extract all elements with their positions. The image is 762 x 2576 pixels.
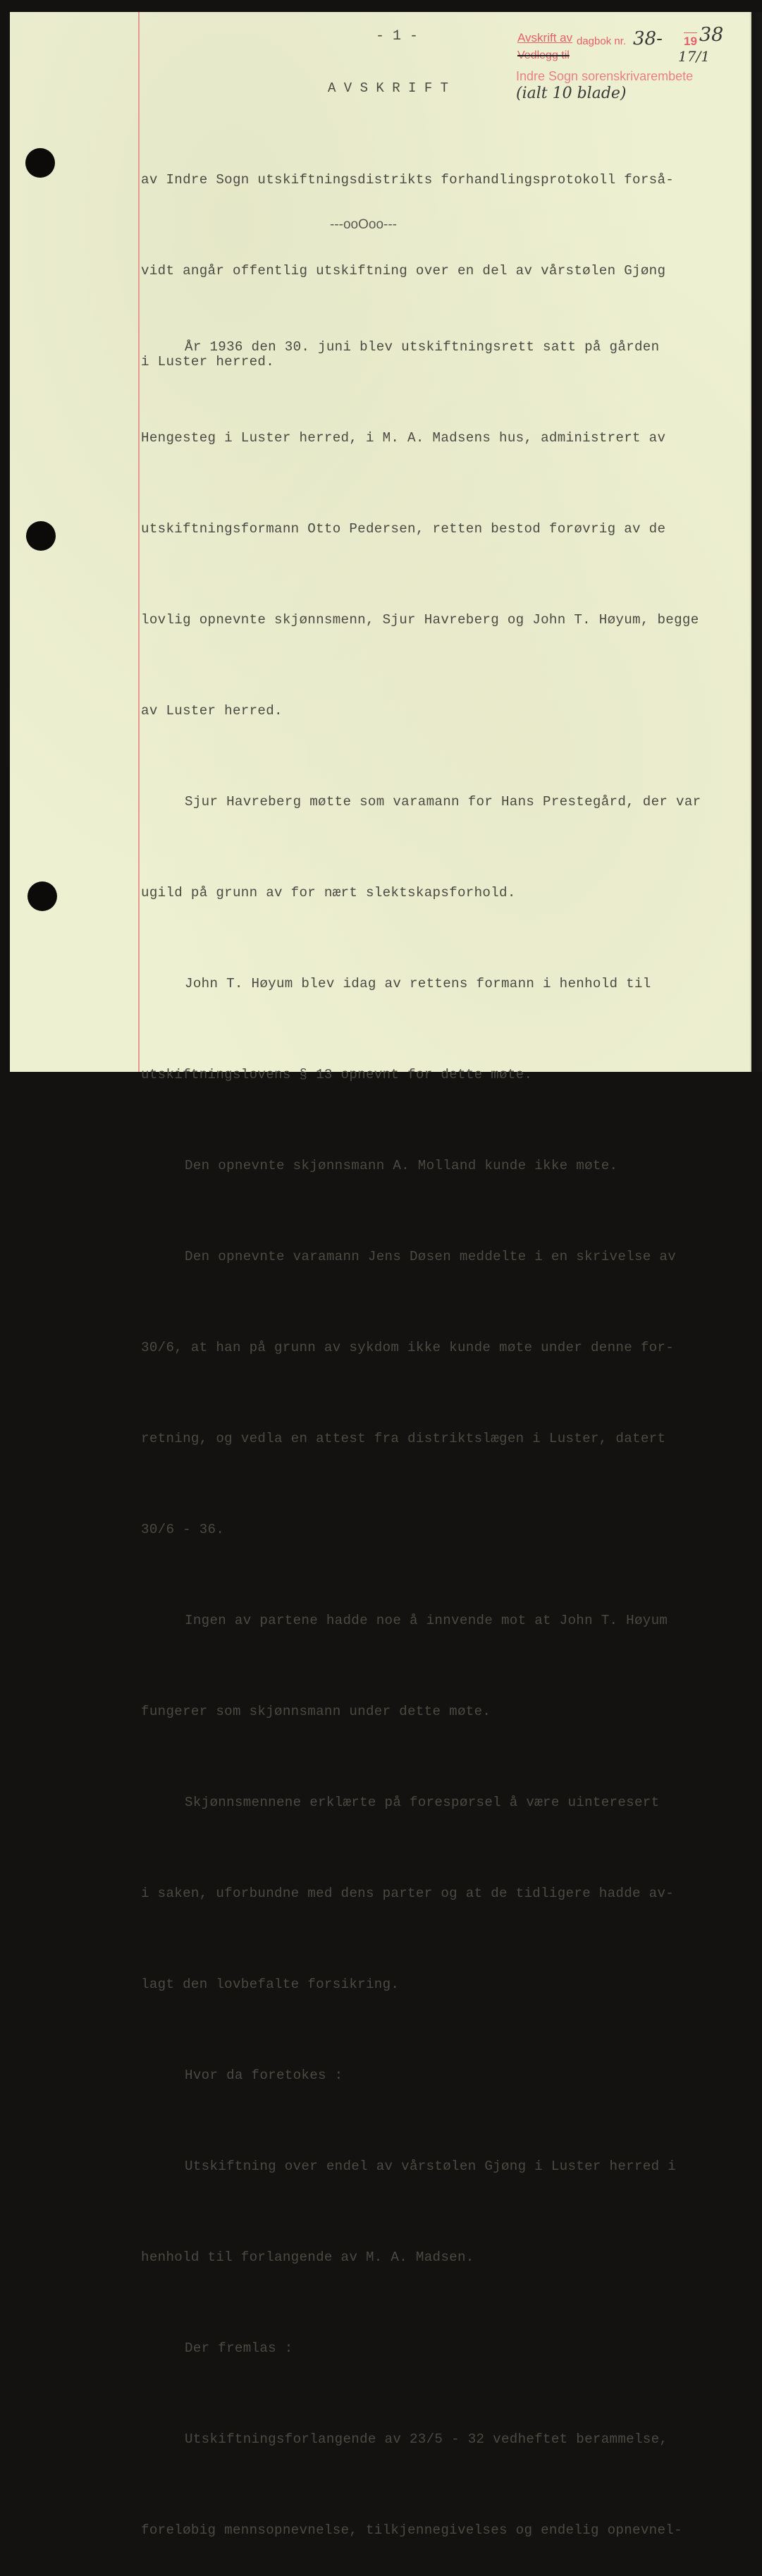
- handwritten-case-number: 38-: [633, 28, 663, 49]
- handwritten-year-suffix: 38: [699, 24, 724, 46]
- text-line: Skjønnsmennene erklærte på forespørsel å være uinteresert: [185, 1795, 660, 1810]
- text-line: John T. Høyum blev idag av rettens formann i henhold til: [185, 976, 651, 991]
- handwritten-sheet-count: (ialt 10 blade): [516, 85, 627, 102]
- text-line: av Indre Sogn utskiftningsdistrikts forhandlingsprotokoll forså-: [141, 172, 675, 188]
- text-line: Hvor da foretokes :: [185, 2068, 343, 2083]
- stamp-vedlegg-til-struck: Vedlegg til: [517, 49, 570, 61]
- text-line: fungerer som skjønnsmann under dette møte.: [141, 1704, 491, 1719]
- text-line: År 1936 den 30. juni blev utskiftningsrett satt på gården: [185, 339, 660, 355]
- text-line: utskiftningsformann Otto Pedersen, retten bestod forøvrig av de: [141, 521, 666, 537]
- punch-hole-icon: [25, 148, 55, 178]
- text-line: i Luster herred.: [141, 354, 275, 370]
- punch-hole-icon: [27, 881, 57, 911]
- text-line: ugild på grunn av for nært slektskapsforhold.: [141, 885, 516, 901]
- text-line: Sjur Havreberg møtte som varamann for Hans Prestegård, der var: [185, 794, 701, 810]
- stamp-office: Indre Sogn sorenskrivarembete: [516, 69, 694, 83]
- text-line: retning, og vedla en attest fra distriktslægen i Luster, datert: [141, 1431, 666, 1446]
- text-line: 30/6, at han på grunn av sykdom ikke kunde møte under denne for-: [141, 1340, 675, 1355]
- stamp-avskrift-av: Avskrift av: [517, 31, 573, 44]
- separator: ---ooOoo---: [330, 217, 398, 232]
- text-line: Ingen av partene hadde noe å innvende mot at John T. Høyum: [185, 1613, 668, 1628]
- handwritten-date: 17/1: [678, 48, 710, 65]
- text-line: lagt den lovbefalte forsikring.: [141, 1977, 400, 1992]
- text-line: av Luster herred.: [141, 703, 283, 719]
- text-line: utskiftningslovens § 13 opnevnt for dette møte.: [141, 1067, 533, 1082]
- text-line: henhold til forlangende av M. A. Madsen.: [141, 2250, 474, 2265]
- text-line: i saken, uforbundne med dens parter og at de tidligere hadde av-: [141, 1886, 675, 1901]
- text-line: Den opnevnte varamann Jens Døsen meddelte i en skrivelse av: [185, 1249, 677, 1264]
- scan-edge-shadow: [749, 12, 762, 1072]
- stamp-year-prefix: 19: [684, 32, 697, 49]
- text-line: 30/6 - 36.: [141, 1522, 225, 1537]
- text-line: lovlig opnevnte skjønnsmenn, Sjur Havreberg og John T. Høyum, begge: [141, 612, 699, 628]
- text-line: Hengesteg i Luster herred, i M. A. Madsens hus, administrert av: [141, 430, 666, 446]
- red-margin-line: [138, 12, 140, 1072]
- text-line: Utskiftning over endel av vårstølen Gjøng i Luster herred i: [185, 2159, 677, 2174]
- body-text: [141, 271, 701, 2576]
- text-line: foreløbig mennsopnevnelse, tilkjennegivelses og endelig opnevnel-: [141, 2522, 682, 2538]
- text-line: Den opnevnte skjønnsmann A. Molland kunde ikke møte.: [185, 1158, 618, 1173]
- page-number: - 1 -: [376, 28, 419, 44]
- text-line: vidt angår offentlig utskiftning over en del av vårstølen Gjøng: [141, 263, 666, 279]
- text-line: Utskiftningsforlangende av 23/5 - 32 vedheftet berammelse,: [185, 2431, 668, 2447]
- text-line: Der fremlas :: [185, 2340, 293, 2356]
- document-title: A V S K R I F T: [328, 80, 449, 96]
- stamp-dagbok-nr: dagbok nr.: [577, 35, 627, 47]
- punch-hole-icon: [26, 521, 56, 551]
